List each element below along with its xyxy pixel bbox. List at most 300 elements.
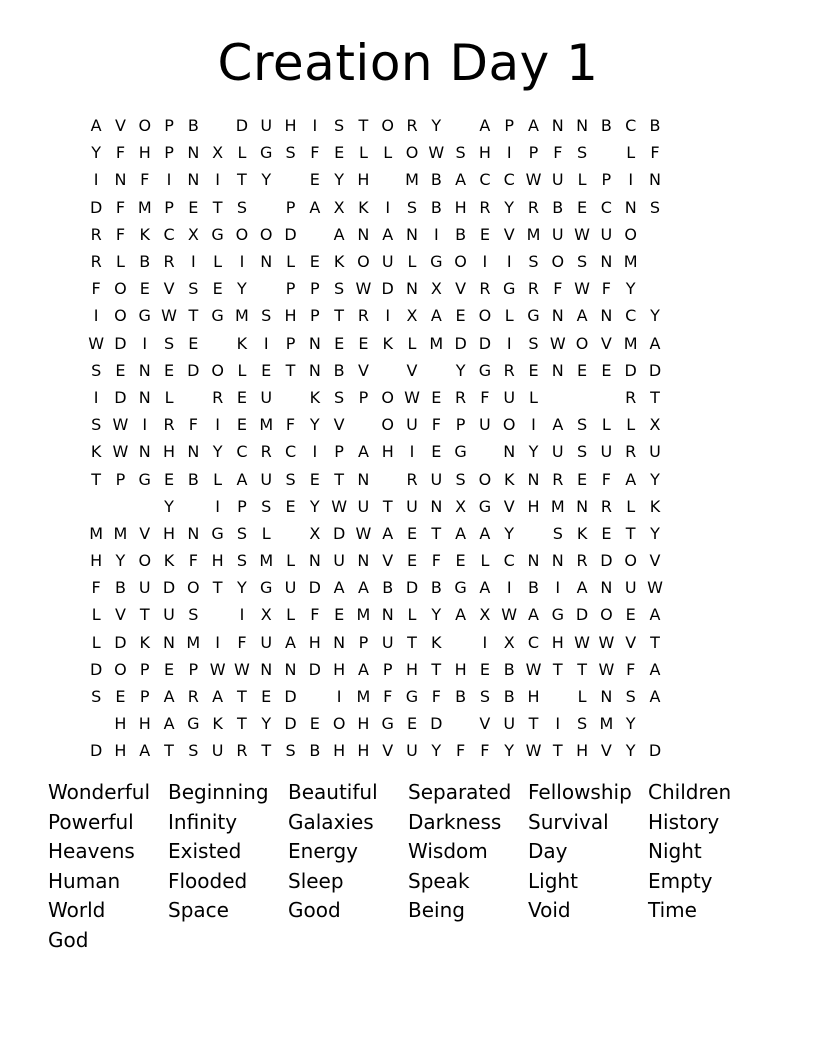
grid-letter[interactable]: A bbox=[479, 578, 491, 598]
grid-letter[interactable]: B bbox=[455, 687, 467, 707]
grid-letter[interactable]: E bbox=[334, 143, 345, 163]
grid-letter[interactable]: E bbox=[334, 605, 345, 625]
grid-letter[interactable]: U bbox=[163, 605, 175, 625]
grid-letter[interactable]: U bbox=[138, 578, 151, 598]
grid-letter[interactable]: B bbox=[309, 741, 321, 761]
grid-letter[interactable]: I bbox=[482, 632, 488, 652]
grid-letter[interactable]: E bbox=[163, 659, 175, 679]
grid-letter[interactable]: D bbox=[187, 360, 200, 380]
grid-letter[interactable]: L bbox=[286, 605, 295, 625]
grid-letter[interactable] bbox=[376, 357, 400, 384]
grid-letter[interactable]: F bbox=[431, 551, 441, 571]
grid-letter[interactable]: P bbox=[285, 197, 296, 217]
grid-letter[interactable]: T bbox=[139, 605, 150, 625]
grid-letter[interactable]: G bbox=[138, 469, 151, 489]
grid-letter[interactable]: L bbox=[286, 551, 295, 571]
grid-letter[interactable]: I bbox=[93, 306, 99, 326]
grid-letter[interactable]: H bbox=[114, 741, 127, 761]
grid-letter[interactable]: P bbox=[358, 387, 369, 407]
grid-letter[interactable]: I bbox=[239, 252, 245, 272]
grid-letter[interactable]: S bbox=[91, 360, 102, 380]
grid-letter[interactable]: L bbox=[504, 306, 514, 326]
grid-letter[interactable]: F bbox=[310, 605, 320, 625]
grid-letter[interactable]: T bbox=[261, 741, 272, 761]
grid-letter[interactable]: I bbox=[531, 415, 536, 435]
grid-letter[interactable]: I bbox=[93, 387, 99, 407]
grid-letter[interactable]: R bbox=[187, 687, 199, 707]
grid-letter[interactable]: Y bbox=[309, 496, 320, 516]
grid-letter[interactable]: Y bbox=[650, 469, 660, 489]
grid-letter[interactable]: S bbox=[577, 442, 588, 462]
grid-letter[interactable]: T bbox=[650, 387, 660, 407]
grid-letter[interactable]: A bbox=[625, 469, 637, 489]
grid-letter[interactable]: D bbox=[332, 523, 346, 543]
grid-letter[interactable] bbox=[303, 683, 327, 710]
grid-letter[interactable]: R bbox=[260, 442, 272, 462]
grid-letter[interactable]: W bbox=[331, 496, 348, 516]
grid-letter[interactable]: L bbox=[383, 143, 393, 163]
grid-letter[interactable]: U bbox=[381, 252, 394, 272]
grid-letter[interactable]: P bbox=[309, 279, 320, 299]
grid-letter[interactable]: W bbox=[598, 632, 615, 652]
grid-letter[interactable] bbox=[108, 493, 132, 520]
grid-letter[interactable]: C bbox=[600, 197, 612, 217]
grid-letter[interactable]: H bbox=[333, 741, 346, 761]
grid-letter[interactable]: X bbox=[309, 523, 321, 543]
grid-letter[interactable]: U bbox=[479, 415, 491, 435]
grid-letter[interactable]: T bbox=[577, 659, 587, 679]
grid-letter[interactable]: G bbox=[211, 523, 224, 543]
grid-letter[interactable] bbox=[594, 384, 618, 411]
grid-letter[interactable]: W bbox=[574, 279, 590, 299]
grid-letter[interactable]: A bbox=[455, 523, 467, 543]
grid-letter[interactable]: L bbox=[115, 252, 125, 272]
grid-letter[interactable]: O bbox=[624, 224, 637, 244]
grid-letter[interactable]: V bbox=[503, 224, 515, 244]
grid-letter[interactable]: P bbox=[455, 415, 466, 435]
grid-letter[interactable]: P bbox=[139, 659, 150, 679]
grid-letter[interactable]: W bbox=[647, 578, 663, 598]
grid-letter[interactable]: B bbox=[382, 578, 394, 598]
grid-letter[interactable]: E bbox=[577, 360, 588, 380]
grid-letter[interactable]: V bbox=[163, 279, 175, 299]
grid-letter[interactable]: S bbox=[91, 687, 102, 707]
grid-letter[interactable]: A bbox=[333, 578, 345, 598]
grid-letter[interactable]: M bbox=[235, 306, 249, 326]
grid-letter[interactable]: X bbox=[333, 197, 345, 217]
grid-letter[interactable]: O bbox=[381, 415, 394, 435]
grid-letter[interactable]: G bbox=[478, 496, 492, 516]
grid-letter[interactable]: W bbox=[112, 415, 129, 435]
grid-letter[interactable]: H bbox=[357, 714, 370, 734]
grid-letter[interactable]: W bbox=[549, 333, 566, 353]
grid-letter[interactable]: D bbox=[284, 714, 297, 734]
grid-letter[interactable]: F bbox=[626, 659, 636, 679]
grid-letter[interactable]: X bbox=[503, 632, 515, 652]
grid-letter[interactable] bbox=[643, 248, 667, 275]
grid-letter[interactable]: B bbox=[430, 170, 442, 190]
grid-letter[interactable]: S bbox=[528, 252, 539, 272]
grid-letter[interactable]: E bbox=[601, 523, 612, 543]
grid-letter[interactable]: O bbox=[259, 224, 273, 244]
grid-letter[interactable]: A bbox=[357, 578, 369, 598]
grid-letter[interactable] bbox=[594, 139, 618, 166]
grid-letter[interactable]: T bbox=[237, 170, 247, 190]
grid-letter[interactable]: D bbox=[405, 578, 419, 598]
grid-letter[interactable]: K bbox=[576, 523, 588, 543]
grid-letter[interactable]: Y bbox=[625, 741, 636, 761]
grid-letter[interactable]: S bbox=[625, 687, 636, 707]
grid-letter[interactable]: N bbox=[551, 551, 564, 571]
grid-letter[interactable]: V bbox=[600, 741, 612, 761]
grid-letter[interactable]: A bbox=[455, 605, 467, 625]
grid-letter[interactable]: O bbox=[114, 279, 127, 299]
grid-letter[interactable] bbox=[181, 493, 205, 520]
grid-letter[interactable]: I bbox=[312, 116, 318, 136]
grid-letter[interactable]: G bbox=[381, 714, 394, 734]
grid-letter[interactable]: D bbox=[89, 197, 103, 217]
grid-letter[interactable]: U bbox=[551, 224, 564, 244]
grid-letter[interactable]: C bbox=[503, 551, 515, 571]
grid-letter[interactable]: G bbox=[454, 442, 467, 462]
grid-letter[interactable]: M bbox=[259, 415, 274, 435]
grid-letter[interactable]: T bbox=[212, 578, 223, 598]
grid-letter[interactable]: V bbox=[333, 415, 345, 435]
grid-letter[interactable]: E bbox=[212, 279, 223, 299]
grid-letter[interactable] bbox=[254, 275, 278, 302]
grid-letter[interactable]: B bbox=[430, 197, 442, 217]
grid-letter[interactable]: O bbox=[114, 659, 127, 679]
grid-letter[interactable]: Y bbox=[309, 415, 320, 435]
grid-letter[interactable]: W bbox=[88, 333, 105, 353]
grid-letter[interactable]: E bbox=[455, 306, 466, 326]
grid-letter[interactable]: M bbox=[356, 605, 371, 625]
grid-letter[interactable]: N bbox=[381, 605, 394, 625]
grid-letter[interactable]: E bbox=[163, 469, 175, 489]
grid-letter[interactable]: B bbox=[187, 116, 199, 136]
grid-letter[interactable]: O bbox=[381, 116, 394, 136]
grid-letter[interactable]: F bbox=[115, 224, 126, 244]
grid-letter[interactable]: A bbox=[139, 741, 151, 761]
grid-letter[interactable]: E bbox=[406, 551, 418, 571]
grid-letter[interactable]: R bbox=[479, 197, 491, 217]
grid-letter[interactable]: C bbox=[625, 116, 637, 136]
grid-letter[interactable]: M bbox=[356, 687, 371, 707]
grid-letter[interactable]: N bbox=[163, 632, 176, 652]
grid-letter[interactable]: E bbox=[309, 252, 320, 272]
grid-letter[interactable]: W bbox=[234, 659, 250, 679]
grid-letter[interactable]: F bbox=[601, 279, 611, 299]
grid-letter[interactable]: R bbox=[406, 116, 418, 136]
grid-letter[interactable]: O bbox=[478, 469, 492, 489]
grid-letter[interactable]: M bbox=[113, 523, 128, 543]
grid-letter[interactable]: G bbox=[260, 578, 273, 598]
grid-letter[interactable]: I bbox=[628, 170, 634, 190]
grid-letter[interactable]: H bbox=[576, 741, 589, 761]
grid-letter[interactable]: N bbox=[308, 333, 321, 353]
grid-letter[interactable]: E bbox=[528, 360, 539, 380]
grid-letter[interactable]: A bbox=[649, 605, 661, 625]
grid-letter[interactable]: U bbox=[406, 415, 418, 435]
grid-letter[interactable]: N bbox=[333, 632, 346, 652]
grid-letter[interactable]: L bbox=[237, 143, 247, 163]
grid-letter[interactable]: E bbox=[115, 360, 126, 380]
grid-letter[interactable]: W bbox=[525, 659, 542, 679]
grid-letter[interactable]: H bbox=[138, 143, 151, 163]
grid-letter[interactable]: N bbox=[187, 143, 200, 163]
grid-letter[interactable]: N bbox=[138, 387, 151, 407]
grid-letter[interactable]: Y bbox=[261, 170, 272, 190]
grid-letter[interactable]: S bbox=[236, 523, 247, 543]
grid-letter[interactable]: R bbox=[90, 252, 102, 272]
grid-letter[interactable]: U bbox=[333, 551, 345, 571]
grid-letter[interactable]: I bbox=[142, 415, 148, 435]
grid-letter[interactable]: W bbox=[525, 741, 542, 761]
grid-letter[interactable]: N bbox=[187, 442, 200, 462]
grid-letter[interactable]: S bbox=[91, 415, 102, 435]
grid-letter[interactable]: C bbox=[625, 306, 637, 326]
grid-letter[interactable]: D bbox=[648, 360, 662, 380]
grid-letter[interactable]: D bbox=[308, 659, 321, 679]
grid-letter[interactable]: K bbox=[212, 714, 223, 734]
grid-letter[interactable]: G bbox=[260, 143, 273, 163]
grid-letter[interactable] bbox=[278, 520, 302, 547]
grid-letter[interactable] bbox=[570, 384, 594, 411]
grid-letter[interactable]: A bbox=[528, 605, 539, 625]
grid-letter[interactable]: K bbox=[139, 632, 150, 652]
grid-letter[interactable]: V bbox=[357, 360, 369, 380]
grid-letter[interactable]: F bbox=[431, 415, 441, 435]
grid-letter[interactable]: O bbox=[405, 143, 419, 163]
grid-letter[interactable]: U bbox=[551, 442, 564, 462]
grid-letter[interactable]: O bbox=[332, 714, 346, 734]
grid-letter[interactable]: B bbox=[114, 578, 126, 598]
grid-letter[interactable]: K bbox=[358, 197, 369, 217]
grid-letter[interactable]: I bbox=[555, 714, 561, 734]
grid-letter[interactable]: N bbox=[138, 442, 151, 462]
grid-letter[interactable]: A bbox=[90, 116, 102, 136]
grid-letter[interactable]: F bbox=[91, 279, 101, 299]
grid-letter[interactable]: X bbox=[212, 143, 224, 163]
grid-letter[interactable]: D bbox=[381, 279, 394, 299]
grid-letter[interactable]: D bbox=[114, 387, 127, 407]
grid-letter[interactable]: V bbox=[455, 279, 467, 299]
grid-letter[interactable]: S bbox=[261, 306, 272, 326]
grid-letter[interactable]: A bbox=[357, 442, 369, 462]
grid-letter[interactable]: I bbox=[215, 632, 220, 652]
grid-letter[interactable]: H bbox=[454, 197, 467, 217]
grid-letter[interactable]: S bbox=[285, 143, 296, 163]
grid-letter[interactable]: F bbox=[310, 143, 320, 163]
grid-letter[interactable]: E bbox=[479, 659, 490, 679]
grid-letter[interactable]: G bbox=[454, 578, 467, 598]
grid-letter[interactable]: B bbox=[187, 469, 199, 489]
grid-letter[interactable]: D bbox=[575, 605, 589, 625]
grid-letter[interactable] bbox=[351, 411, 375, 438]
grid-letter[interactable]: L bbox=[358, 143, 368, 163]
grid-letter[interactable]: T bbox=[91, 469, 102, 489]
grid-letter[interactable]: S bbox=[577, 252, 588, 272]
grid-letter[interactable]: M bbox=[259, 551, 274, 571]
grid-letter[interactable]: U bbox=[624, 578, 637, 598]
grid-letter[interactable]: I bbox=[93, 170, 99, 190]
grid-letter[interactable] bbox=[376, 466, 400, 493]
grid-letter[interactable]: B bbox=[649, 116, 661, 136]
grid-letter[interactable]: H bbox=[284, 116, 297, 136]
grid-letter[interactable]: N bbox=[138, 360, 151, 380]
grid-letter[interactable]: X bbox=[649, 415, 661, 435]
grid-letter[interactable] bbox=[521, 520, 545, 547]
grid-letter[interactable]: P bbox=[358, 632, 369, 652]
grid-letter[interactable]: C bbox=[163, 224, 175, 244]
grid-letter[interactable]: O bbox=[454, 252, 467, 272]
grid-letter[interactable]: A bbox=[552, 415, 564, 435]
grid-letter[interactable]: Y bbox=[212, 442, 223, 462]
grid-letter[interactable]: W bbox=[404, 387, 420, 407]
grid-letter[interactable]: Y bbox=[164, 496, 174, 516]
grid-letter[interactable]: I bbox=[506, 333, 512, 353]
grid-letter[interactable]: D bbox=[284, 687, 297, 707]
grid-letter[interactable] bbox=[643, 221, 667, 248]
grid-letter[interactable]: F bbox=[188, 415, 198, 435]
grid-letter[interactable]: K bbox=[163, 551, 175, 571]
grid-letter[interactable] bbox=[254, 194, 278, 221]
grid-letter[interactable]: E bbox=[455, 551, 466, 571]
grid-letter[interactable]: H bbox=[405, 659, 419, 679]
grid-letter[interactable]: I bbox=[506, 143, 512, 163]
grid-letter[interactable]: R bbox=[236, 741, 248, 761]
grid-letter[interactable]: S bbox=[455, 469, 466, 489]
grid-letter[interactable]: E bbox=[334, 333, 345, 353]
grid-letter[interactable]: R bbox=[406, 469, 418, 489]
grid-letter[interactable]: I bbox=[433, 224, 439, 244]
grid-letter[interactable]: N bbox=[114, 170, 127, 190]
grid-letter[interactable]: B bbox=[552, 197, 564, 217]
grid-letter[interactable]: L bbox=[164, 387, 174, 407]
grid-letter[interactable]: N bbox=[284, 659, 297, 679]
grid-letter[interactable]: E bbox=[188, 197, 199, 217]
grid-letter[interactable]: N bbox=[600, 306, 613, 326]
grid-letter[interactable]: G bbox=[187, 714, 200, 734]
grid-letter[interactable]: P bbox=[115, 469, 126, 489]
grid-letter[interactable]: D bbox=[600, 551, 613, 571]
grid-letter[interactable]: M bbox=[599, 714, 614, 734]
grid-letter[interactable]: N bbox=[406, 279, 418, 299]
grid-letter[interactable]: S bbox=[334, 387, 345, 407]
grid-letter[interactable]: D bbox=[114, 632, 127, 652]
grid-letter[interactable]: Y bbox=[334, 170, 344, 190]
grid-letter[interactable]: W bbox=[525, 170, 542, 190]
grid-letter[interactable]: E bbox=[406, 523, 418, 543]
grid-letter[interactable]: F bbox=[601, 469, 611, 489]
grid-letter[interactable]: Y bbox=[625, 279, 636, 299]
grid-letter[interactable]: V bbox=[139, 523, 151, 543]
grid-letter[interactable]: P bbox=[285, 333, 296, 353]
grid-letter[interactable]: U bbox=[284, 578, 297, 598]
grid-letter[interactable]: F bbox=[91, 578, 101, 598]
grid-letter[interactable]: M bbox=[550, 496, 565, 516]
grid-letter[interactable]: I bbox=[215, 415, 220, 435]
grid-letter[interactable]: P bbox=[528, 143, 539, 163]
grid-letter[interactable]: O bbox=[381, 387, 394, 407]
grid-letter[interactable]: O bbox=[478, 306, 492, 326]
grid-letter[interactable]: T bbox=[212, 197, 223, 217]
grid-letter[interactable]: E bbox=[236, 387, 247, 407]
grid-letter[interactable] bbox=[448, 629, 472, 656]
grid-letter[interactable]: L bbox=[407, 333, 417, 353]
grid-letter[interactable]: P bbox=[285, 279, 296, 299]
grid-letter[interactable]: H bbox=[381, 442, 394, 462]
grid-letter[interactable]: B bbox=[333, 360, 345, 380]
grid-letter[interactable]: X bbox=[455, 496, 467, 516]
grid-letter[interactable]: T bbox=[237, 687, 247, 707]
grid-letter[interactable]: A bbox=[382, 224, 394, 244]
grid-letter[interactable]: K bbox=[382, 333, 393, 353]
grid-letter[interactable]: P bbox=[164, 197, 174, 217]
grid-letter[interactable]: F bbox=[383, 687, 393, 707]
grid-letter[interactable]: P bbox=[164, 143, 174, 163]
grid-letter[interactable]: R bbox=[455, 387, 467, 407]
grid-letter[interactable]: Y bbox=[504, 197, 515, 217]
grid-letter[interactable]: N bbox=[308, 551, 321, 571]
grid-letter[interactable] bbox=[643, 275, 667, 302]
grid-letter[interactable] bbox=[448, 112, 472, 139]
grid-letter[interactable]: A bbox=[479, 116, 491, 136]
grid-letter[interactable]: W bbox=[598, 659, 615, 679]
grid-letter[interactable]: V bbox=[479, 714, 491, 734]
grid-letter[interactable]: W bbox=[574, 224, 590, 244]
grid-letter[interactable]: N bbox=[308, 360, 321, 380]
grid-letter[interactable]: S bbox=[163, 333, 175, 353]
grid-letter[interactable]: G bbox=[551, 605, 564, 625]
grid-letter[interactable]: V bbox=[600, 333, 612, 353]
grid-letter[interactable]: I bbox=[142, 333, 148, 353]
grid-letter[interactable]: L bbox=[577, 170, 587, 190]
grid-letter[interactable]: V bbox=[114, 605, 126, 625]
grid-letter[interactable]: S bbox=[285, 741, 296, 761]
grid-letter[interactable]: N bbox=[357, 469, 370, 489]
grid-letter[interactable]: H bbox=[163, 442, 176, 462]
grid-letter[interactable]: L bbox=[407, 252, 417, 272]
grid-letter[interactable]: A bbox=[479, 523, 491, 543]
grid-letter[interactable]: S bbox=[552, 523, 563, 543]
grid-letter[interactable]: T bbox=[334, 469, 344, 489]
grid-letter[interactable]: E bbox=[625, 605, 636, 625]
grid-letter[interactable]: V bbox=[382, 551, 394, 571]
grid-letter[interactable]: I bbox=[482, 252, 488, 272]
grid-letter[interactable]: B bbox=[139, 252, 151, 272]
grid-letter[interactable]: S bbox=[406, 197, 418, 217]
grid-letter[interactable]: N bbox=[187, 523, 200, 543]
grid-letter[interactable]: V bbox=[625, 632, 637, 652]
grid-letter[interactable]: L bbox=[626, 496, 636, 516]
grid-letter[interactable]: U bbox=[406, 496, 418, 516]
grid-letter[interactable]: R bbox=[479, 279, 491, 299]
grid-letter[interactable]: U bbox=[503, 387, 516, 407]
grid-letter[interactable]: U bbox=[551, 170, 564, 190]
grid-letter[interactable]: F bbox=[188, 551, 198, 571]
grid-letter[interactable]: S bbox=[334, 279, 345, 299]
grid-letter[interactable]: T bbox=[528, 714, 539, 734]
grid-letter[interactable]: E bbox=[261, 360, 272, 380]
grid-letter[interactable]: X bbox=[479, 605, 491, 625]
grid-letter[interactable]: S bbox=[577, 415, 588, 435]
grid-letter[interactable]: S bbox=[188, 741, 199, 761]
grid-letter[interactable]: L bbox=[577, 687, 587, 707]
grid-letter[interactable]: T bbox=[552, 741, 563, 761]
grid-letter[interactable]: E bbox=[431, 442, 442, 462]
grid-letter[interactable]: R bbox=[90, 224, 102, 244]
